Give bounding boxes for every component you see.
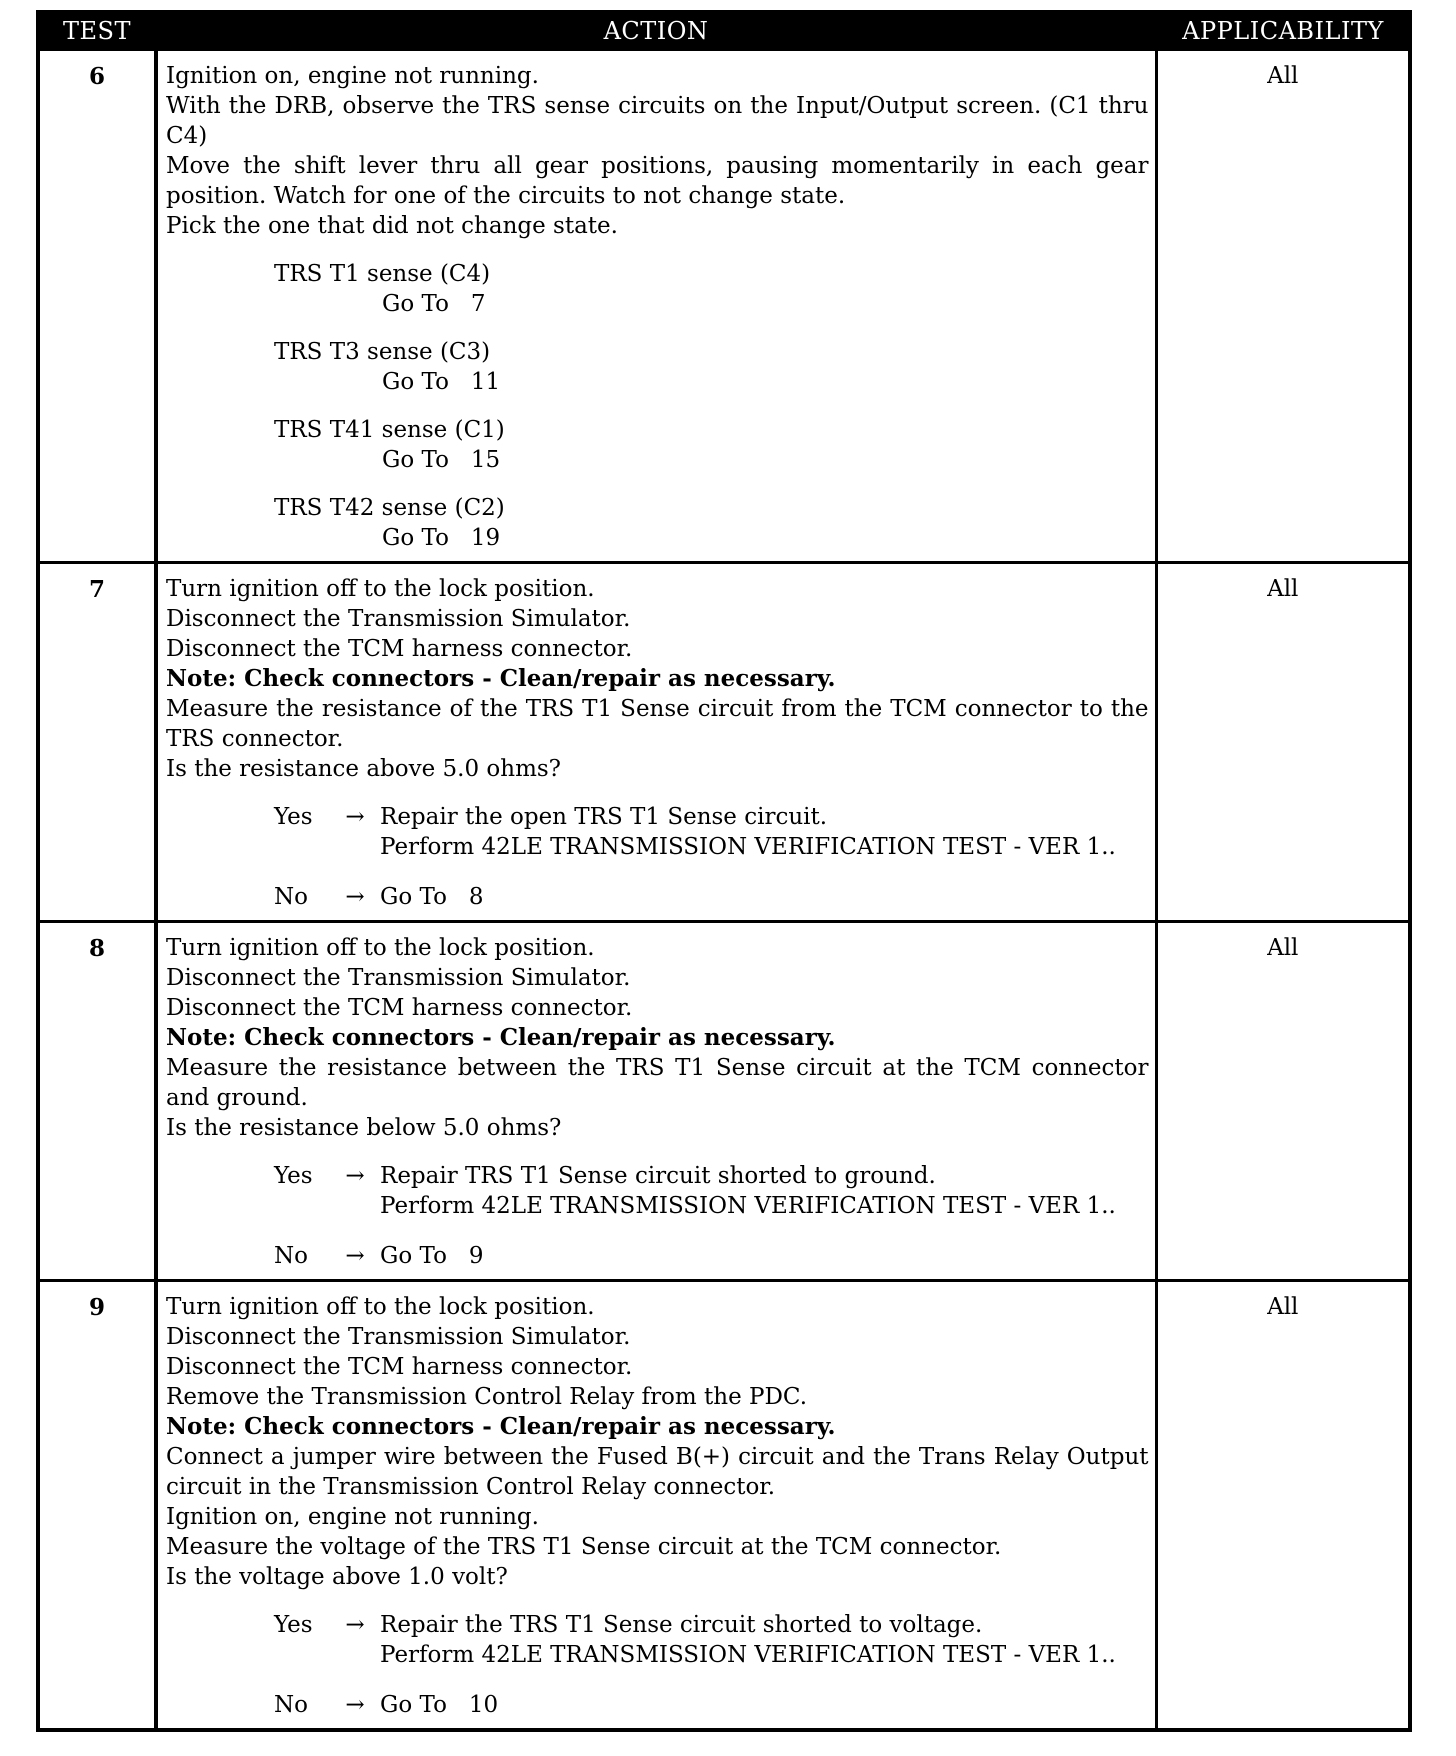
- action-line: Is the resistance below 5.0 ohms?: [166, 1115, 562, 1141]
- arrow-icon: →: [345, 1612, 365, 1638]
- yes-no-branches: [166, 1161, 1149, 1271]
- no-label: No: [274, 1692, 308, 1718]
- action-line: Is the voltage above 1.0 volt?: [166, 1564, 508, 1590]
- action-line: Ignition on, engine not running.: [166, 63, 539, 89]
- note-line: Note: Check connectors - Clean/repair as necessary.: [166, 1024, 836, 1051]
- arrow-icon: →: [345, 884, 365, 910]
- yes-branch: [274, 1610, 1149, 1670]
- yes-label: Yes: [274, 1612, 313, 1638]
- action-line: Turn ignition off to the lock position.: [166, 576, 595, 602]
- no-branch: [274, 1241, 1149, 1271]
- action-cell: [156, 50, 1156, 563]
- test-number: 6: [38, 50, 156, 563]
- header-action: ACTION: [156, 12, 1156, 50]
- arrow-icon: →: [345, 804, 365, 830]
- option-goto: Go To 7: [382, 291, 486, 317]
- test-number: 9: [38, 1281, 156, 1731]
- yes-no-branches: [166, 802, 1149, 912]
- header-test: TEST: [38, 12, 156, 50]
- arrow-icon: →: [345, 1243, 365, 1269]
- option-label: TRS T41 sense (C1): [274, 417, 505, 443]
- action-cell: [156, 922, 1156, 1281]
- action-line: Remove the Transmission Control Relay from the PDC.: [166, 1384, 808, 1410]
- option-goto: Go To 15: [382, 447, 501, 473]
- action-line: Is the resistance above 5.0 ohms?: [166, 756, 562, 782]
- action-cell: [156, 1281, 1156, 1731]
- action-line: Turn ignition off to the lock position.: [166, 935, 595, 961]
- applicability-cell: All: [1156, 922, 1410, 1281]
- option-item: [274, 259, 1149, 319]
- yes-text: Repair the open TRS T1 Sense circuit.: [380, 804, 828, 830]
- no-text: Go To 10: [380, 1692, 499, 1718]
- action-line: Disconnect the TCM harness connector.: [166, 636, 633, 662]
- option-label: TRS T3 sense (C3): [274, 339, 491, 365]
- option-label: TRS T42 sense (C2): [274, 495, 505, 521]
- action-line: Disconnect the Transmission Simulator.: [166, 965, 631, 991]
- table-row: [38, 1281, 1410, 1731]
- yes-label: Yes: [274, 1163, 313, 1189]
- option-item: [274, 337, 1149, 397]
- action-line: Disconnect the TCM harness connector.: [166, 995, 633, 1021]
- header-applicability: APPLICABILITY: [1156, 12, 1410, 50]
- action-cell: [156, 563, 1156, 922]
- option-goto: Go To 11: [382, 369, 501, 395]
- action-line: Pick the one that did not change state.: [166, 213, 618, 239]
- table-row: [38, 922, 1410, 1281]
- action-line: Disconnect the TCM harness connector.: [166, 1354, 633, 1380]
- applicability-cell: All: [1156, 563, 1410, 922]
- option-item: [274, 415, 1149, 475]
- no-label: No: [274, 884, 308, 910]
- option-goto: Go To 19: [382, 525, 501, 551]
- no-text: Go To 8: [380, 884, 484, 910]
- yes-text: Perform 42LE TRANSMISSION VERIFICATION TEST - VER 1..: [380, 834, 1116, 860]
- yes-text: Perform 42LE TRANSMISSION VERIFICATION TEST - VER 1..: [380, 1642, 1116, 1668]
- yes-branch: [274, 1161, 1149, 1221]
- note-line: Note: Check connectors - Clean/repair as necessary.: [166, 665, 836, 692]
- action-line: With the DRB, observe the TRS sense circuits on the Input/Output screen. (C1 thru C4): [166, 93, 1149, 149]
- yes-branch: [274, 802, 1149, 862]
- yes-no-branches: [166, 1610, 1149, 1720]
- action-line: Disconnect the Transmission Simulator.: [166, 606, 631, 632]
- diagnostic-table: [36, 10, 1412, 1732]
- applicability-cell: All: [1156, 50, 1410, 563]
- no-label: No: [274, 1243, 308, 1269]
- header-row: [38, 12, 1410, 50]
- action-line: Connect a jumper wire between the Fused B(+) circuit and the Trans Relay Output circuit in the Transmission Control Relay connector.: [166, 1444, 1149, 1500]
- yes-text: Perform 42LE TRANSMISSION VERIFICATION TEST - VER 1..: [380, 1193, 1116, 1219]
- option-label: TRS T1 sense (C4): [274, 261, 491, 287]
- yes-label: Yes: [274, 804, 313, 830]
- action-line: Measure the resistance of the TRS T1 Sense circuit from the TCM connector to the TRS connector.: [166, 696, 1149, 752]
- note-line: Note: Check connectors - Clean/repair as necessary.: [166, 1413, 836, 1440]
- no-text: Go To 9: [380, 1243, 484, 1269]
- test-number: 7: [38, 563, 156, 922]
- applicability-cell: All: [1156, 1281, 1410, 1731]
- action-line: Disconnect the Transmission Simulator.: [166, 1324, 631, 1350]
- option-item: [274, 493, 1149, 553]
- test-number: 8: [38, 922, 156, 1281]
- options-list: [166, 259, 1149, 553]
- yes-text: Repair TRS T1 Sense circuit shorted to ground.: [380, 1163, 936, 1189]
- no-branch: [274, 1690, 1149, 1720]
- action-line: Move the shift lever thru all gear positions, pausing momentarily in each gear position. Watch for one of the circuits to not change state.: [166, 153, 1149, 209]
- arrow-icon: →: [345, 1163, 365, 1189]
- yes-text: Repair the TRS T1 Sense circuit shorted to voltage.: [380, 1612, 983, 1638]
- arrow-icon: →: [345, 1692, 365, 1718]
- action-line: Turn ignition off to the lock position.: [166, 1294, 595, 1320]
- action-line: Measure the voltage of the TRS T1 Sense circuit at the TCM connector.: [166, 1534, 1002, 1560]
- no-branch: [274, 882, 1149, 912]
- table-row: [38, 563, 1410, 922]
- action-line: Ignition on, engine not running.: [166, 1504, 539, 1530]
- table-row: [38, 50, 1410, 563]
- action-line: Measure the resistance between the TRS T1 Sense circuit at the TCM connector and ground.: [166, 1055, 1149, 1111]
